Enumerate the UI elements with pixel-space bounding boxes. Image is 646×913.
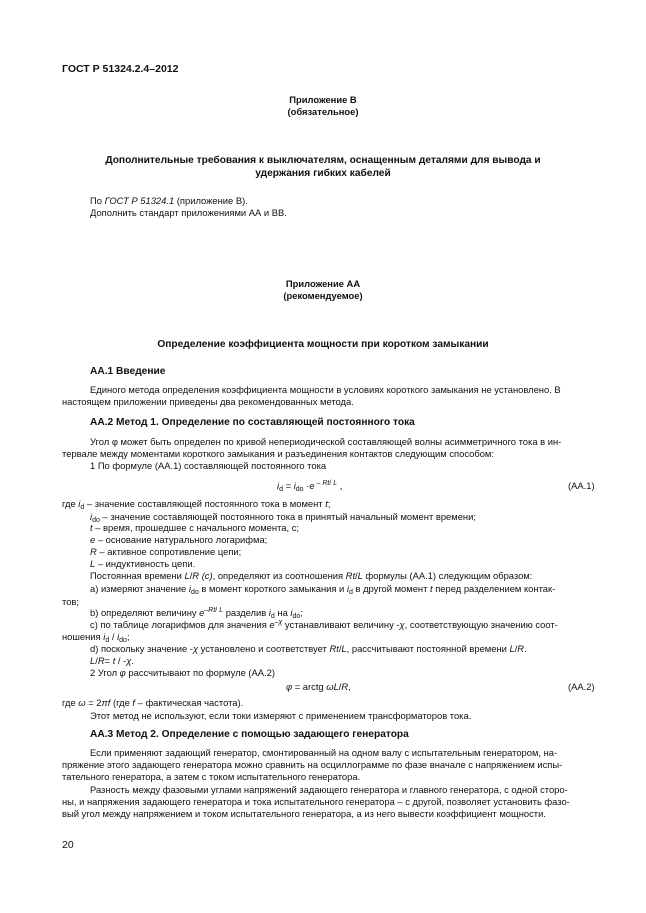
doc-code: ГОСТ Р 51324.2.4–2012 [62, 63, 179, 75]
formula-aa1-number: (АА.1) [568, 480, 595, 491]
section-aa3-p1-line3: тательного генератора, а затем с током испытательного генератора. [62, 771, 361, 782]
step-ratio: L/R= t / -χ. [90, 655, 134, 666]
where-r-text: – активное сопротивление цепи; [96, 546, 242, 557]
where-ido: $i_{do}$ – значение составляющей постоянного тока в принятый начальный момент времени; [90, 511, 476, 524]
where-omega: где ω = 2πf (где f – фактическая частота). [62, 697, 244, 708]
section-aa1-line2: настоящем приложении приведены два рекомендованных метода. [62, 396, 354, 407]
step-d: d) поскольку значение -χ установлено и соответствует Rt/L, рассчитывают постоянной времени L/R. [90, 643, 527, 654]
where-r: R – активное сопротивление цепи; [90, 546, 242, 557]
ref-suffix: (приложение В). [174, 195, 248, 206]
section-aa2-p1-line2: тервале между моментами короткого замыкания и разъединения контактов следующим способом: [62, 448, 494, 459]
section-aa2-item1: 1 По формуле (АА.1) составляющей постоянного тока [90, 460, 327, 471]
where-t-text: – время, прошедшее с начального момента, с; [92, 522, 299, 533]
section-aa3-p2-line1: Разность между фазовыми углами напряжений задающего генератора и главного генератора, с одной сторо- [90, 784, 568, 795]
where-id-text: – значение составляющей постоянного тока в момент [84, 498, 326, 509]
page-number: 20 [62, 839, 74, 851]
appendix-aa-heading: Определение коэффициента мощности при коротком замыкании [157, 339, 489, 350]
where-l: L – индуктивность цепи. [90, 558, 196, 569]
step-a-line2: тов; [62, 596, 79, 607]
appendix-aa-title: Приложение АА [285, 278, 361, 289]
section-aa2-item2: 2 Угол φ рассчитывают по формуле (АА.2) [90, 667, 275, 678]
appendix-b-reference [90, 195, 248, 207]
step-b: b) определяют величину $e^{-Rt/ L}$ разделив $i_d$ на $i_{do}$; [90, 607, 303, 620]
where-id: где $i_d$ – значение составляющей постоянного тока в момент t; [62, 498, 331, 511]
appendix-b-heading-line1: Дополнительные требования к выключателям, оснащенным деталями для вывода и [105, 155, 541, 166]
appendix-b-type: (обязательное) [287, 106, 359, 117]
formula-aa2: φ = arctg ωL/R, [286, 681, 351, 692]
where-e-text: – основание натурального логарифма; [95, 534, 268, 545]
section-aa3-p2-line2: ны, и напряжения задающего генератора и тока испытательного генератора – с другой, позволяет установить фазо- [62, 796, 570, 807]
section-aa3-p1-line2: пряжение этого задающего генератора можно сравнить на осциллограмме по фазе вначале с напряжением испы- [62, 759, 563, 770]
appendix-aa-type: (рекомендуемое) [283, 290, 363, 301]
where-prefix: где [62, 498, 79, 509]
where-e: e – основание натурального логарифма; [90, 534, 268, 545]
time-constant-line: Постоянная времени L/R (c), определяют из соотношения Rt/L формулы (АА.1) следующим образом: [90, 570, 533, 581]
section-aa3-p1-line1: Если применяют задающий генератор, смонтированный на одном валу с испытательным генератором, на- [90, 747, 558, 758]
step-c-line1: c) по таблице логарифмов для значения $e^{-\chi}$ устанавливают величину -χ, соответствующую значению соот- [90, 619, 558, 630]
step-a-line1: а) измеряют значение $i_{do}$ в момент короткого замыкания и $i_d$ в другой момент t перед разделением контак- [90, 583, 556, 596]
where-ido-text: – значение составляющей постоянного тока в принятый начальный момент времени; [99, 511, 476, 522]
appendix-b-title: Приложение В [289, 94, 357, 105]
section-aa3-title: АА.3 Метод 2. Определение с помощью задающего генератора [90, 729, 409, 740]
section-aa1-line1: Единого метода определения коэффициента мощности в условиях короткого замыкания не установлено. В [90, 384, 561, 395]
section-aa2-p1-line1: Угол φ может быть определен по кривой непериодической составляющей волны асимметричного тока в ин- [90, 436, 562, 447]
appendix-b-heading-line2: удержания гибких кабелей [255, 168, 391, 179]
section-aa3-p2-line3: вый угол между напряжением и током испытательного генератора, а из него вывести коэффициент мощности. [62, 808, 546, 819]
appendix-b-supplement: Дополнить стандарт приложениями АА и ВВ. [90, 207, 287, 218]
section-aa2-note: Этот метод не используют, если токи измеряют с применением трансформаторов тока. [90, 710, 472, 721]
where-l-text: – индуктивность цепи. [95, 558, 196, 569]
section-aa1-title: АА.1 Введение [90, 366, 166, 377]
ref-prefix: По [90, 195, 105, 206]
step-c-line2: ношения $i_d / i_{do}$; [62, 631, 130, 644]
section-aa2-title: АА.2 Метод 1. Определение по составляющей постоянного тока [90, 417, 415, 428]
formula-aa1: $i_d = i_{do} \cdot e$ $^{- Rt/ L}$ , [277, 480, 343, 493]
formula-aa2-number: (АА.2) [568, 681, 595, 692]
ref-standard: ГОСТ Р 51324.1 [104, 195, 175, 206]
where-t: t – время, прошедшее с начального момента, с; [90, 522, 299, 533]
